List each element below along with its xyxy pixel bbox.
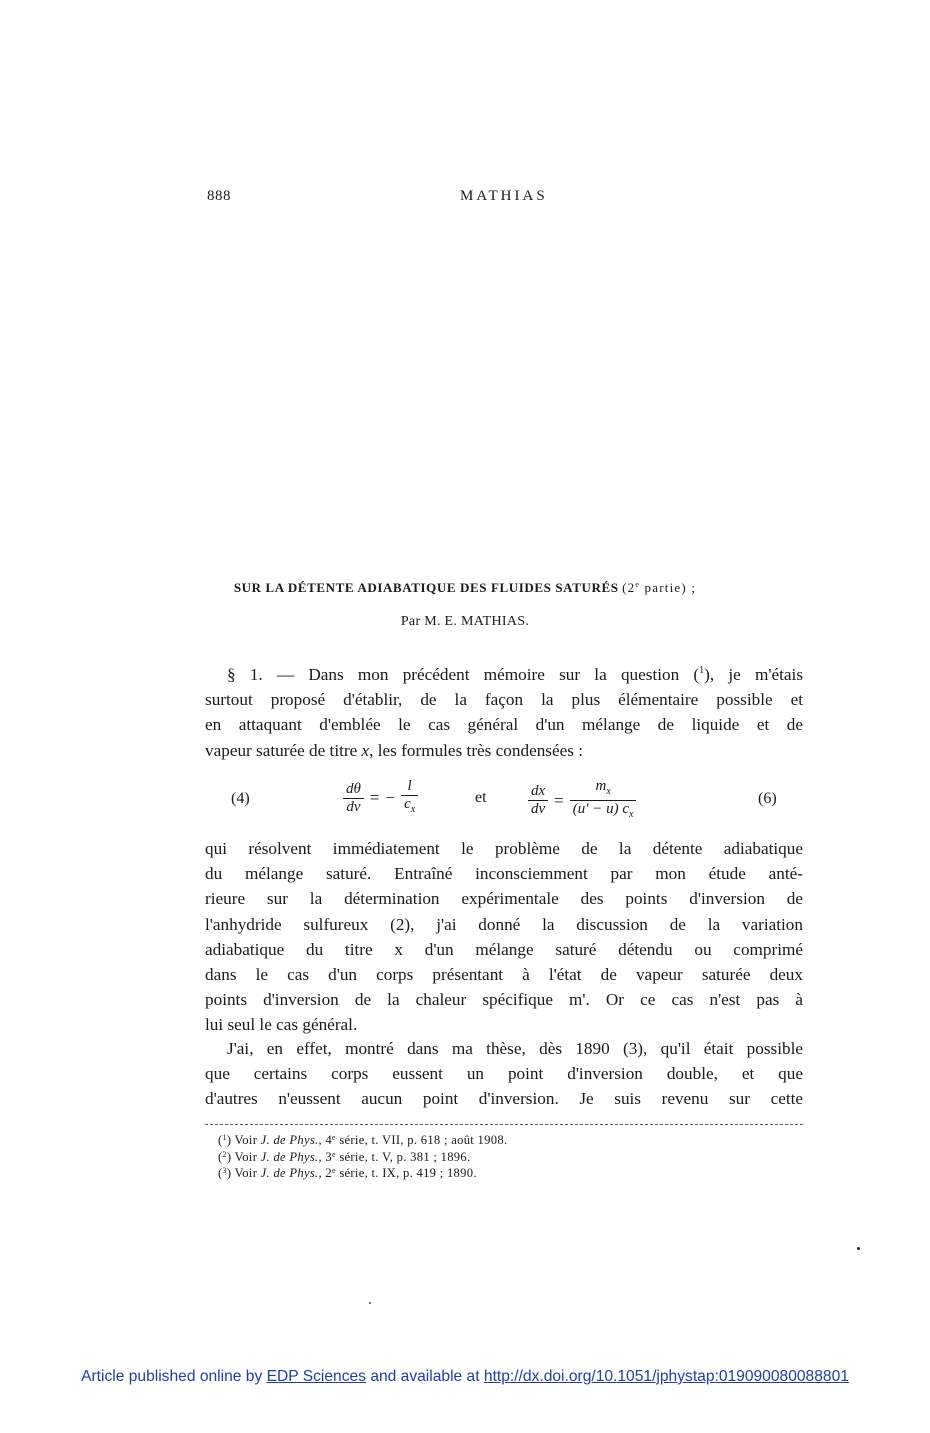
paragraph-2: [205, 836, 803, 1038]
scan-speck: [369, 1302, 371, 1304]
fraction-dx-dv: $\frac{dx}{dv}$: [528, 783, 548, 818]
banner-prefix: Article published online by: [81, 1368, 267, 1385]
equation-number-right: (6): [758, 790, 777, 807]
paragraph-line: d'autres n'eussent aucun point d'inversion. Je suis revenu sur cette: [205, 1089, 803, 1109]
publisher-link[interactable]: EDP Sciences: [266, 1368, 366, 1385]
paragraph-line: surtout proposé d'établir, de la façon la plus élémentaire possible et: [205, 690, 803, 710]
article-title: [0, 580, 930, 596]
footnote-1: ($^1$) Voir J. de Phys., 4e série, t. VII, p. 618 ; août 1908.: [218, 1133, 508, 1147]
paragraph-3: [205, 1036, 803, 1112]
equation-number-left: (4): [231, 790, 250, 807]
fraction-mx-ucx: $\frac{m_x}{(u' - u) c_x}$: [570, 778, 637, 823]
article-title-part: (2e partie) ;: [622, 580, 697, 595]
running-head: MATHIAS: [460, 188, 548, 204]
equation-conjunction: et: [475, 789, 487, 806]
fraction-l-cx: $\frac{l}{c_x}$: [401, 778, 418, 818]
paragraph-line: lui seul le cas général.: [205, 1015, 358, 1035]
paragraph-1: [205, 662, 803, 763]
banner-middle: and available at: [365, 1368, 484, 1385]
scan-speck: [857, 1247, 860, 1250]
paragraph-line: en attaquant d'emblée le cas général d'un mélange de liquide et de: [205, 715, 803, 735]
byline: Par M. E. MATHIAS.: [400, 614, 530, 629]
doi-link[interactable]: http://dx.doi.org/10.1051/jphystap:019090080088801: [483, 1368, 849, 1385]
footnote-2: ($^2$) Voir J. de Phys., 3e série, t. V, p. 381 ; 1896.: [218, 1149, 471, 1164]
paragraph-line: rieure sur la détermination expérimentale des points d'inversion de: [205, 889, 803, 909]
paragraph-line: que certains corps eussent un point d'inversion double, et que: [205, 1064, 803, 1084]
footnote-3: ($^3$) Voir J. de Phys., 2e série, t. IX, p. 419 ; 1890.: [218, 1166, 477, 1180]
paragraph-line: adiabatique du titre x d'un mélange saturé détendu ou comprimé: [205, 939, 803, 959]
footnotes: [218, 1132, 507, 1182]
paragraph-line: qui résolvent immédiatement le problème de la détente adiabatique: [205, 839, 803, 858]
paragraph-line: l'anhydride sulfureux (2), j'ai donné la discussion de la variation: [205, 914, 803, 934]
footnote-divider: [205, 1124, 803, 1125]
equation-6: $\frac{dx}{dv}$ = $\frac{m_x}{(u' - u) c_x}$: [528, 778, 636, 823]
paragraph-line: vapeur saturée de titre x, les formules très condensées :: [205, 740, 584, 760]
page-number: 888: [207, 188, 231, 204]
paragraph-line: dans le cas d'un corps présentant à l'état de vapeur saturée deux: [205, 965, 803, 985]
fraction-dtheta-dv: $\frac{d\theta}{dv}$: [343, 781, 364, 816]
equation-4: $\frac{d\theta}{dv}$ = − $\frac{l}{c_x}$: [343, 778, 418, 818]
paragraph-line: § 1. — Dans mon précédent mémoire sur la question ($^1$), je m'étais: [227, 665, 804, 684]
publication-banner: [0, 1368, 930, 1386]
paragraph-line: du mélange saturé. Entraîné inconsciemment par mon étude anté-: [205, 864, 803, 884]
paragraph-line: points d'inversion de la chaleur spécifique m'. Or ce cas n'est pas à: [205, 990, 803, 1010]
article-title-main: SUR LA DÉTENTE ADIABATIQUE DES FLUIDES SATURÉS: [233, 580, 619, 595]
paragraph-line: J'ai, en effet, montré dans ma thèse, dès 1890 (3), qu'il était possible: [227, 1039, 803, 1058]
